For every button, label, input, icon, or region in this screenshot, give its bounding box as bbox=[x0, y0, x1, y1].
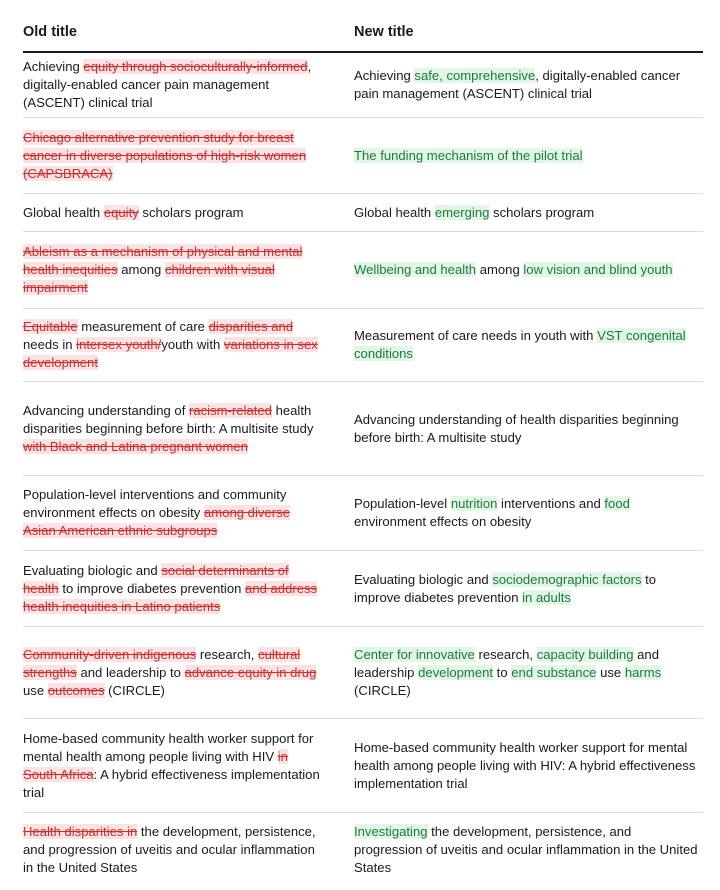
unchanged-text: Measurement of care needs in youth with bbox=[354, 328, 598, 343]
new-title-cell bbox=[354, 411, 699, 447]
deleted-text: advance equity in drug bbox=[184, 664, 317, 680]
unchanged-text: Evaluating biologic and bbox=[23, 562, 162, 578]
new-title-header: New title bbox=[354, 24, 414, 40]
unchanged-text: among bbox=[476, 262, 524, 277]
unchanged-text: to bbox=[493, 664, 512, 680]
new-title-cell bbox=[354, 67, 699, 103]
table-row bbox=[23, 194, 703, 232]
inserted-text: sociodemographic factors bbox=[492, 571, 642, 587]
old-title-cell bbox=[23, 486, 323, 540]
deleted-text: equity bbox=[103, 204, 139, 220]
table-header bbox=[23, 14, 703, 53]
inserted-text: Investigating bbox=[354, 823, 428, 839]
inserted-text: end substance bbox=[511, 664, 597, 680]
deleted-text: racism-related bbox=[188, 402, 272, 418]
unchanged-text: , digitally-enabled cancer pain management (ASCENT) clinical trial bbox=[354, 68, 681, 101]
unchanged-text: Population-level bbox=[354, 496, 451, 511]
inserted-text: safe, comprehensive bbox=[414, 68, 536, 83]
deleted-text: social determinants of health bbox=[23, 562, 289, 596]
unchanged-text: the development, persistence, and progression of uveitis and ocular inflammation in the United States bbox=[23, 823, 316, 875]
deleted-text: Health disparities in bbox=[23, 823, 138, 839]
deleted-text: equity through socioculturally-informed bbox=[83, 59, 308, 74]
unchanged-text: and leadership to bbox=[76, 664, 185, 680]
inserted-text: nutrition bbox=[450, 496, 498, 511]
table-row bbox=[23, 813, 703, 886]
old-title-cell bbox=[23, 402, 323, 456]
deleted-text: variations in sex development bbox=[23, 337, 318, 370]
unchanged-text: scholars program bbox=[489, 204, 595, 220]
unchanged-text: measurement of care bbox=[77, 319, 209, 334]
table-row bbox=[23, 719, 703, 813]
unchanged-text: and leadership bbox=[354, 646, 659, 680]
unchanged-text: needs in bbox=[23, 337, 77, 352]
unchanged-text: environment effects on obesity bbox=[354, 514, 532, 529]
old-title-cell bbox=[23, 204, 323, 222]
title-comparison-table bbox=[23, 14, 703, 886]
new-title-cell bbox=[354, 823, 699, 877]
unchanged-text: , digitally-enabled cancer pain management (ASCENT) clinical trial bbox=[23, 59, 312, 110]
inserted-text: VST congenital conditions bbox=[354, 328, 686, 361]
table-row bbox=[23, 118, 703, 194]
new-title-cell bbox=[354, 261, 699, 279]
old-title-cell bbox=[23, 129, 323, 183]
deleted-text: among diverse Asian American ethnic subgroups bbox=[23, 505, 290, 538]
new-title-cell bbox=[354, 739, 699, 793]
unchanged-text: Home-based community health worker support for mental health among people living with HIV: A hybrid effectiveness implementation trial bbox=[354, 739, 696, 791]
unchanged-text: Advancing understanding of health disparities beginning before birth: A multisite study bbox=[354, 411, 679, 445]
deleted-text: Ableism as a mechanism of physical and mental health inequities bbox=[23, 244, 303, 277]
deleted-text: Chicago alternative prevention study for breast cancer in diverse populations of high-risk women (CAPSBRACA) bbox=[23, 129, 307, 181]
unchanged-text: use bbox=[596, 664, 625, 680]
unchanged-text: use bbox=[23, 682, 48, 698]
deleted-text: cultural strengths bbox=[23, 646, 301, 680]
new-title-cell bbox=[354, 147, 699, 165]
unchanged-text: Global health bbox=[354, 204, 435, 220]
unchanged-text: : A hybrid effectiveness implementation trial bbox=[23, 766, 320, 800]
unchanged-text: scholars program bbox=[138, 204, 244, 220]
deleted-text: in South Africa bbox=[23, 748, 288, 782]
inserted-text: in adults bbox=[522, 589, 571, 605]
inserted-text: low vision and blind youth bbox=[523, 262, 673, 277]
table-row bbox=[23, 627, 703, 719]
unchanged-text: Global health bbox=[23, 204, 104, 220]
deleted-text: with Black and Latina pregnant women bbox=[23, 438, 248, 454]
deleted-text: Equitable bbox=[23, 319, 78, 334]
deleted-text: and address health inequities in Latino patients bbox=[23, 580, 318, 614]
old-title-cell bbox=[23, 730, 323, 802]
inserted-text: capacity building bbox=[536, 646, 634, 662]
table-row bbox=[23, 476, 703, 551]
deleted-text: children with visual impairment bbox=[23, 262, 275, 295]
new-title-cell bbox=[354, 571, 699, 607]
deleted-text: disparities and bbox=[208, 319, 294, 334]
unchanged-text: Evaluating biologic and bbox=[354, 571, 493, 587]
new-title-cell bbox=[354, 646, 699, 700]
unchanged-text: Achieving bbox=[354, 68, 415, 83]
old-title-header: Old title bbox=[23, 24, 77, 40]
inserted-text: development bbox=[418, 664, 494, 680]
old-title-cell bbox=[23, 562, 323, 616]
table-body bbox=[23, 53, 703, 886]
old-title-cell bbox=[23, 58, 323, 112]
unchanged-text: (CIRCLE) bbox=[354, 682, 411, 698]
inserted-text: emerging bbox=[434, 204, 490, 220]
inserted-text: The funding mechanism of the pilot trial bbox=[354, 147, 583, 163]
new-title-cell bbox=[354, 204, 699, 222]
inserted-text: harms bbox=[624, 664, 662, 680]
table-row bbox=[23, 382, 703, 476]
unchanged-text: youth with bbox=[161, 337, 224, 352]
unchanged-text: health disparities beginning before birth: A multisite study bbox=[23, 402, 314, 436]
unchanged-text: Advancing understanding of bbox=[23, 402, 189, 418]
inserted-text: Wellbeing and health bbox=[354, 262, 477, 277]
unchanged-text: research, bbox=[196, 646, 259, 662]
table-row bbox=[23, 309, 703, 382]
unchanged-text: Home-based community health worker support for mental health among people living with HIV bbox=[23, 730, 314, 764]
old-title-cell bbox=[23, 243, 323, 297]
deleted-text: intersex youth/ bbox=[76, 337, 162, 352]
unchanged-text: interventions and bbox=[497, 496, 605, 511]
table-row bbox=[23, 232, 703, 309]
unchanged-text: to improve diabetes prevention bbox=[354, 571, 657, 605]
inserted-text: food bbox=[604, 496, 630, 511]
unchanged-text: research, bbox=[474, 646, 537, 662]
old-title-cell bbox=[23, 823, 323, 877]
old-title-cell bbox=[23, 646, 323, 700]
deleted-text: Community-driven indigenous bbox=[23, 646, 197, 662]
unchanged-text: Achieving bbox=[23, 59, 84, 74]
new-title-cell bbox=[354, 495, 699, 531]
unchanged-text: (CIRCLE) bbox=[104, 682, 165, 698]
table-row bbox=[23, 53, 703, 118]
deleted-text: outcomes bbox=[47, 682, 105, 698]
unchanged-text: among bbox=[117, 262, 165, 277]
new-title-cell bbox=[354, 327, 699, 363]
table-row bbox=[23, 551, 703, 627]
inserted-text: Center for innovative bbox=[354, 646, 475, 662]
unchanged-text: to improve diabetes prevention bbox=[58, 580, 246, 596]
unchanged-text: Population-level interventions and community environment effects on obesity bbox=[23, 487, 287, 520]
old-title-cell bbox=[23, 318, 323, 372]
unchanged-text: the development, persistence, and progression of uveitis and ocular inflammation in the United States bbox=[354, 823, 698, 875]
